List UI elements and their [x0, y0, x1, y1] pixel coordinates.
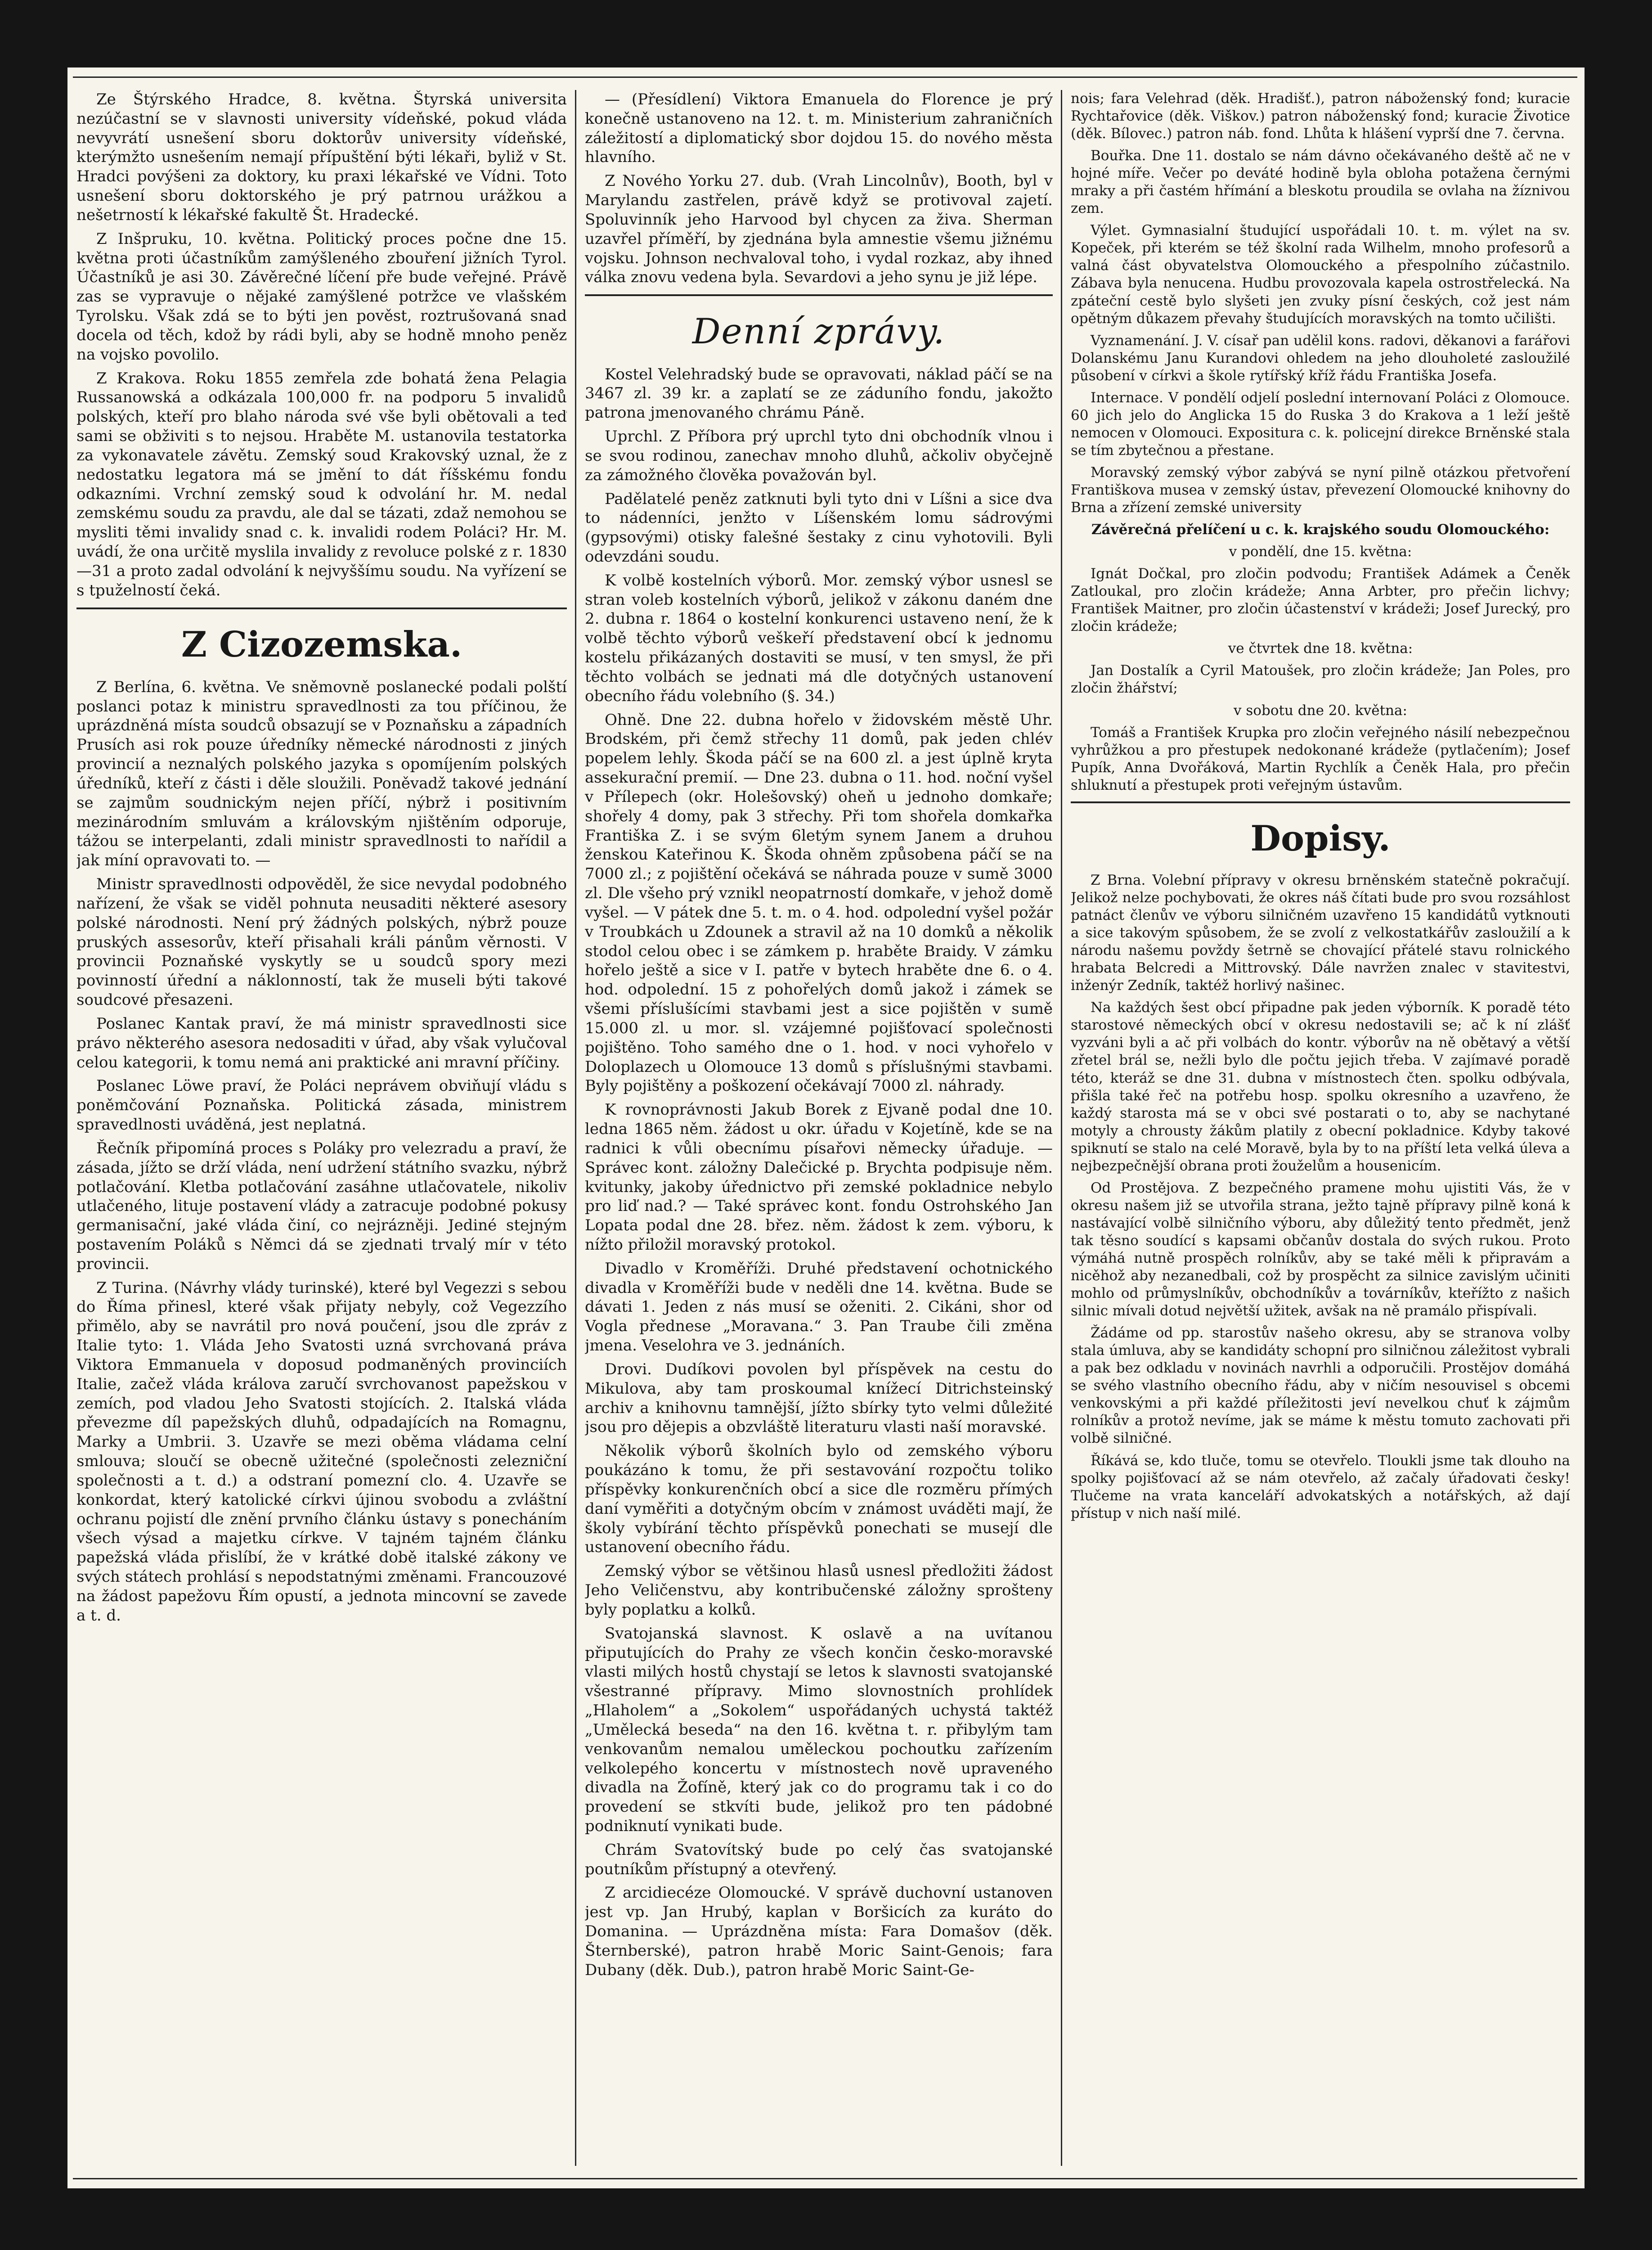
newspaper-page — [67, 68, 1585, 2188]
court-hearings-title: Závěrečná přelíčení u c. k. krajského soudu Olomouckého: — [1091, 522, 1550, 538]
news-school-committees: Několik výborů školních bylo od zemského výboru poukázáno k tomu, že při sestavování rozpočtu toliko příspěvky konkurenčních obcí a sice dle rozměru přímých daní vyměřiti a dotyčným obcím v známost uváděti mají, že školy vybírání těchto příspěvků ponechati se musejí dle ustanovení obecního řádu. — [585, 1442, 1053, 1557]
court-list-saturday: Tomáš a František Krupka pro zločin veřejného násilí nebezpečnou vyhrůžkou a pro přestupek nedokonané krádeže (pytlačením); Josef Pupík, Anna Dvořáková, Martin Rychlík a Čeněk Hala, pro přečin shluknutí a přestupek proti veřejným ústavům. — [1071, 724, 1570, 793]
article-lowe: Poslanec Löwe praví, že Poláci neprávem obviňují vládu s poněmčování Poznaňska. Politická zásada, ministrem spravedlnosti uváděná, jest neplatná. — [76, 1077, 567, 1134]
news-fled: Uprchl. Z Příbora prý uprchl tyto dni obchodník vlnou i se svou rodinou, zanechav mnoho dluhů, ačkoliv obyčejně za zámožného člověka považován byl. — [585, 428, 1053, 484]
section-divider — [1071, 801, 1570, 803]
court-date-thursday: ve čtvrtek dne 18. května: — [1228, 640, 1413, 657]
news-velehrad-church: Kostel Velehradský bude se opravovati, náklad páčí se na 3467 zl. 39 kr. a zaplatí se ze záduního fondu, jakožto patrona jmenovaného chrámu Páně. — [585, 365, 1053, 422]
top-border-line — [73, 76, 1577, 78]
news-equality: K rovnoprávnosti Jakub Borek z Ejvaně podal dne 10. ledna 1865 něm. žádost u okr. úřadu v Kojetíně, kde se na radnici k vůli obecnímu písařovi německy úřaduje. — Správec kont. záložny Dalečické p. Brychta podpisuje něm. kvitunky, jakoby úřednictvo při zemské pokladnice nebylo pro liď nad.? — Také správec kont. fondu Ostrohského Jan Lopata podal dne 28. břez. něm. žádost k zem. výboru, k nížto přiložil moravský protokol. — [585, 1101, 1053, 1254]
article-krakov: Z Krakova. Roku 1855 zemřela zde bohatá žena Pelagia Russanowská a odkázala 100,000 fr. na podporu 5 invalidů polských, kteří pro blaho národa své vše byli obětovali a teď sami se obživiti s to nejsou. Hraběte M. ustanovila testatorka za vykonavatele závětu. Zemský soud Krakovský uznal, že z nedostatku legatora má se jmění to dát říšskému fondu odkazními. Vrchní zemský soud k odvolání hr. M. nedal zemskému soudu za pravdu, ale dal se tázati, zdaž nemohou se mysliti těmi invalidy snad c. k. invalidi rodem Poláci? Hr. M. uvádí, že ona určitě myslila invalidy z revoluce polské z r. 1830—31 a proto zadal odvolání k nejvyššímu soudu. Na vyřízení se s tpuželností čeká. — [76, 369, 567, 599]
letter-prostejov-end: Říkává se, kdo tluče, tomu se otevřelo. Tloukli jsme tak dlouho na spolky pojišťovací až se nám otevřelo, až začaly úřadovati česky! Tlučeme na vrata kanceláří advokatských a notářských, až dají přístup v nich naší milé. — [1071, 1452, 1570, 1521]
news-counterfeiters: Padělatelé peněz zatknuti byli tyto dni v Líšni a sice dva to nádenníci, jenžto v Líšenském lomu sádrovými (gypsovými) otisky falešné šestaky z cinu vyhotovili. Byli odevzdáni soudu. — [585, 490, 1053, 566]
letter-brno: Z Brna. Volební přípravy v okresu brněnském statečně pokračují. Jelikož nelze pochybovati, že okres náš čítati bude pro svou rozsáhlost patnáct členův ve výboru silničném uzavřeno 15 kandidátů vytknouti a sice takovým spůsobem, že se zvolí z velkostatkářův zasloužilí a k národu našemu povždy šetrně se chovající přátelé stavu rolnického hrabata Belcredi a Mittrovský. Dále navržen znalec v stavitestvi, inženýr Zedník, taktéž horlivý našinec. — [1071, 872, 1570, 994]
news-internment: Internace. V pondělí odjelí poslední internovaní Poláci z Olomouce. 60 jich jelo do Anglicka 15 do Ruska 3 do Krakova a 1 leží ještě nemocen v Olomouci. Expositura c. k. policejní direkce Brněnské stala se tím zbytečnou a přestane. — [1071, 389, 1570, 459]
news-trip: Výlet. Gymnasialní študující uspořádali 10. t. m. výlet na sv. Kopeček, při kterém se též školní rada Wilhelm, mnoho profesorů a valná část obyvatelstva Olomouckého a přespolního zúčastnilo. Zábava byla nenucena. Hudbu provozovala kapela ostrostřelecká. Na zpáteční cestě bylo slyšeti jen zvuky písní českých, což jest nám opětným důkazem převahy študujících moravských na tomto učilišti. — [1071, 222, 1570, 327]
section-heading-foreign: Z Cizozemska. — [181, 624, 462, 665]
news-st-john-festival: Svatojanská slavnost. K oslavě a na uvítanou připutujících do Prahy ze všech končin česko-moravské vlasti milých hostů chystají se letos k slavnosti svatojanské všestranné přípravy. Mimo slovnostních prohlídek „Hlaholem“ a „Sokolem“ uspořádaných uchystá taktéž „Umělecká beseda“ na den 16. května t. r. přibylým tam venkovanům nemalou uměleckou pochoutku zařízením velkolepého koncertu v místnostech nově upraveného divadla na Žofíně, který jak co do programu tak i co do provedení se stkvíti bude, jelikož pro ten pádobné podniknutí vynikati bude. — [585, 1624, 1053, 1835]
news-fires: Ohně. Dne 22. dubna hořelo v židovském městě Uhr. Brodském, při čemž střechy 11 domů, pak jeden chlév popelem lehly. Škoda páčí se na 600 zl. a jest úplně kryta assekurační premií. — Dne 23. dubna o 11. hod. noční vyšel v Přílepech (okr. Holešovský) oheň u jednoho domkaře; shořely 4 domy, pak 3 střechy. Při tom shořela domkařka Františka Z. i se svým 6letým synem Janem a druhou ženskou Kateřinou K. Škoda ohněm způsobena páčí se na 7000 zl.; z pojištění očekává se náhrada pouze v sumě 3000 zl. Dle všeho prý vznikl neopatrností domkaře, v jehož domě vyšel. — V pátek dne 5. t. m. o 4. hod. odpolední vyšel požár v Troubkách u Zdounek a stravil až na 10 domků a několik stodol celou obec i se zámkem p. hraběte Braidy. V zámku hořelo ještě a sice v I. patře v bytech hraběte dne 6. o 4. hod. odpolední. 15 z pohořelých domů jakož i zámek se všemi příslušícími stavbami jest a sice pojištěn v sumě 15.000 zl. u mor. sl. vzájemné pojišťovací společnosti pojištěno. Toho samého dne o 1. hod. v noci vyhořelo v Doloplazech u Olomouce 13 domů s příslušnými stavbami. Byly pojištěny a poškození očekávají 7000 zl. náhrady. — [585, 711, 1053, 1095]
news-olomouc-archdiocese: Z arcidiecéze Olomoucké. V správě duchovní ustanoven jest vp. Jan Hrubý, kaplan v Boršicích za kuráto do Domanina. — Uprázdněna místa: Fara Domašov (děk. Šternberské), patron hrabě Moric Saint-Genois; fara Dubany (děk. Dub.), patron hrabě Moric Saint-Ge- — [585, 1884, 1053, 1979]
letter-prostejov: Od Prostějova. Z bezpečného pramene mohu ujistiti Vás, že v okresu našem již se utvořila strana, ježto tajně přípravy pilně koná k nastávající volbě silničního výboru, aby důležitý tento předmět, jenž tak těsno soudící s kapsami občanův dostala do svých rukou. Proto výmáhá nutně prospěch rolníkův, aby se také měli k připravám a nicěhož aby nezanedbali, což by prospěcht za silnice zavislým učiniti mohlo od průmyslníkův, obchodníkův a továrníkův, kteřížto z našich silnic mívali dotud největší užitek, avšak na ně pramálo přispívali. — [1071, 1179, 1570, 1319]
article-styrsky-hradec: Ze Štýrského Hradce, 8. května. Štyrská universita nezúčastní se v slavnosti university vídeňské, pokud vláda nevyvrátí usnešení sboru doktorův university vídeňské, kterýmžto usnešením nemají přípuštění býti lékaři, byliž v St. Hradci povýšeni za doktory, ku praxi lékařské ve Vídni. Toto usnešení sboru doktorského je prý patrnou urážkou a nešetrností k lékařské fakultě Št. Hradecké. — [76, 90, 567, 224]
news-award: Vyznamenání. J. V. císař pan udělil kons. radovi, děkanovi a farářovi Dolanskému Janu Kurandovi ohledem na jeho dlouholeté zasloužilé působení v církvi a škole rytířský kříž řádu Františka Josefa. — [1071, 332, 1570, 384]
column-right — [1071, 90, 1570, 2166]
article-turin: Z Turina. (Návrhy vlády turinské), které byl Vegezzi s sebou do Říma přinesl, které však přijaty nebyly, což Vegezzího přimělo, aby se navrátil pro nová poučení, jsou dle zpráv z Italie tyto: 1. Vláda Jeho Svatosti uzná svrchovaná práva Viktora Emmanuela v doposud podmaněných provinciích Italie, začež vláda králova zaručí svrchovanost papežskou v zemích, pod vladou Jeho Svatosti stojících. 2. Italská vláda převezme díl papežských dluhů, odpadajících na Romagnu, Marky a Umbrii. 3. Uzavře se mezi oběma vládama celní smlouva; sloučí se obecně užitečné (společnosti zelezniční společnosti a t. d.) a odstraní pomezní clo. 4. Uzavře se konkordat, který katolické církvi újinou svobodu a zvláštní ochranu pojistí dle znění prvního článku ústavy s ponecháním všech výsad a majetku církve. V tajném tajném článku papežská vláda přislíbí, že v krátké době italské zákony ve svých státech prohlásí s nepodstatnými změnami. Francouzové na žádost papežovu Řím opustí, a jednota mincovní se zavede a t. d. — [76, 1278, 567, 1624]
section-divider — [585, 294, 1053, 296]
article-florence: — (Přesídlení) Viktora Emanuela do Florence je prý konečně ustanoveno na 12. t. m. Ministerium zahraničních záležitostí a diplomatický sbor dojdou 15. do nového města hlavního. — [585, 90, 1053, 166]
court-date-saturday: v sobotu dne 20. května: — [1234, 702, 1407, 719]
column-separator — [1061, 90, 1062, 2166]
article-minister-reply: Ministr spravedlnosti odpověděl, že sice nevydal podobného nařízení, že však se viděl pohnuta neusaditi některé asesory polské národnosti. Není prý žádných polských, nýbrž pouze pruských assesorův, kteří přisahali králi pánům věrnosti. V provincii Poznaňské vyskytly se u soudců spory mezi povinností úřední a náklonností, tak že museli býti takové soudcové přesazeni. — [76, 875, 567, 1009]
news-parishes-cont: nois; fara Velehrad (děk. Hradišť.), patron náboženský fond; kuracie Rychtařovice (děk. Viškov.) patron náboženský fond; kuracie Životice (děk. Bílovec.) patron náb. fond. Lhůta k hlášení vyprší dne 7. června. — [1071, 90, 1570, 142]
article-new-york: Z Nového Yorku 27. dub. (Vrah Lincolnův), Booth, byl v Marylandu zastřelen, právě když se protivoval zajetí. Spoluvinník jeho Harvood byl chycen za živa. Sherman uzavřel příměří, by zjednána byla amnestie všemu jižnému vojsku. Johnson nechvaloval toho, i vydal rozkaz, aby ihned válka znovu vedena byla. Sevardovi a jeho synu je již lépe. — [585, 172, 1053, 287]
letter-prostejov-cont: Žádáme od pp. starostův našeho okresu, aby se stranova volby stala úmluva, aby se kandidáty schopní pro silničnou záležitost vybrali a pak bez odkladu v novinách navrhli a odporučili. Prostějov domáhá se svého vlastního obecního řádu, aby v ničím nesouvisel s obcemi venkovskými a při každé příležitosti jeví nevelkou chuť k zájmům rolníkův a protož nevíme, jak se máme k městu tomuto zachovati při volbě silničné. — [1071, 1325, 1570, 1447]
section-heading-daily-news: Denní zprávy. — [692, 311, 946, 352]
news-dudik: Drovi. Dudíkovi povolen byl příspěvek na cestu do Mikulova, aby tam proskoumal knížecí Ditrichsteinský archiv a knihovnu tamnější, jížto sbírky tyto velmi důležité jsou pro dějepis a obzvláště literaturu vlasti naší moravské. — [585, 1360, 1053, 1436]
column-middle — [585, 90, 1053, 2166]
article-berlin: Z Berlína, 6. května. Ve sněmovně poslanecké podali polští poslanci potaz k ministru spravedlnosti za tou příčinou, že uprázdněná místa soudců obsazují se v Poznaňsku a západních Prusích asi rok pouze úředníky německé národnosti z jiných provincií a neznalých polského jazyka s opomíjením polských úředníků, kteří z části i děle sloužili. Poněvadž takové jednání se zajmům soudnickým nejen příčí, nýbrž i positivním mezinárodním smluvám a královským njištěním odporuje, tážou se interpelanti, zdali ministr spravedlnosti to nařídil a jak míní opravovati to. — — [76, 678, 567, 870]
column-separator — [575, 90, 576, 2166]
section-divider — [76, 608, 567, 609]
court-date-monday: v pondělí, dne 15. května: — [1229, 544, 1412, 560]
article-inspruk: Z Inšpruku, 10. května. Politický proces počne dne 15. května proti účastníkům zamýšleného zbouření jižních Tyrol. Účastníků je asi 30. Závěrečné líčení pře bude veřejné. Právě zas se vypravuje o nějaké zamýšlené potržce ve vlašském Tyrolsku. Však zdá se to býti jen pověst, roztrušovaná snad docela od těch, kdož by rádi byli, aby se hodně mnoho peněz na vojsko povolilo. — [76, 230, 567, 364]
article-kantak: Poslanec Kantak praví, že má ministr spravedlnosti sice právo některého asesora nedosaditi v úřad, aby však vylučoval celou kategorii, k tomu nemá ani praktické ani mravní příčiny. — [76, 1014, 567, 1071]
section-heading-letters: Dopisy. — [1250, 818, 1391, 859]
news-land-committee: Zemský výbor se většinou hlasů usnesl předložiti žádost Jeho Veličenstvu, aby kontribučenské záložny sprošteny byly poplatku a kolků. — [585, 1562, 1053, 1619]
article-speaker: Řečník připomíná proces s Poláky pro velezradu a praví, že zásada, jížto se drží vláda, není udržení státního svazku, nýbrž potlačování. Kletba potlačování zasáhne utlačovatele, nikoliv utlačeného, lituje postavení vlády a zatracuje podobné pokusy germanisační, jaké vláda činí, co nejrázněji. Jediné stejným postavením Poláků s Němci dá se zjednati trvalý mír v této provincii. — [76, 1139, 567, 1273]
news-st-vitus: Chrám Svatovítský bude po celý čas svatojanské poutníkům přístupný a otevřený. — [585, 1840, 1053, 1878]
bottom-border-line — [73, 2178, 1577, 2179]
column-left — [76, 90, 567, 2166]
letter-brno-cont: Na každých šest obcí připadne pak jeden výborník. K poradě této starostové německých obcí v okresu nedostavili se; ač k ní zlášť vyzváni byli a ač při volbách do kontr. výborův na ně obětavý a větší zřetel brál se, nežli bylo dle počtu jejich třeba. V zajímavé poradě této, kteráž se dne 31. dubna v místnostech čten. spolku odbývala, přišla také řeč na potřebu hosp. spolku okresního a uzavřeno, že každý starosta má se v obci své postarati o to, aby se nachytané motyly a chrousty žákům platily z obecní pokladnice. Kdyby takové spiknutí se stalo na celé Moravě, byla by to na příští leta velká úleva a nejbezpečnější obrana proti žouželům a housenicím. — [1071, 999, 1570, 1174]
news-kromeriz-theatre: Divadlo v Kroměříži. Druhé představení ochotnického divadla v Kroměříži bude v neděli dne 14. května. Bude se dávati 1. Jeden z nás musí se oženiti. 2. Cikáni, shor od Vogla přednese „Moravana.“ 3. Pan Traube čili změna jmena. Veselohra ve 3. jednáních. — [585, 1259, 1053, 1355]
court-list-thursday: Jan Dostalík a Cyril Matoušek, pro zločin krádeže; Jan Poles, pro zločin žhářství; — [1071, 662, 1570, 697]
news-storm: Bouřka. Dne 11. dostalo se nám dávno očekávaného deště ač ne v hojné míře. Večer po deváté hodině byla obloha potažena černými mraky a při častém hřímání a bleskotu proudila se ovlaha na žíznivou zem. — [1071, 148, 1570, 217]
news-moravian-committee: Moravský zemský výbor zabývá se nyní pilně otázkou přetvoření Františkova musea v zemský ústav, převezení Olomoucké knihovny do Brna a zřízení zemské university — [1071, 464, 1570, 516]
court-list-monday: Ignát Dočkal, pro zločin podvodu; František Adámek a Čeněk Zatloukal, pro zločin krádeže; Anna Arbter, pro přečin lichvy; František Maitner, pro zločin účastenství v krádeži; Josef Jurecký, pro zločin krádeže; — [1071, 566, 1570, 635]
news-church-committees: K volbě kostelních výborů. Mor. zemský výbor usnesl se stran voleb kostelních výborů, jelikož v zákonu daném dne 2. dubna r. 1864 o kostelní konkurenci ustaveno není, že k volbě těchto výborů veškeří představení obcí k jednomu kostelu přikázaných dostaviti se musí, v ten smysl, že při těchto volbách se jednati má dle dotyčných ustanovení obecního řádu volebního (§. 34.) — [585, 571, 1053, 705]
